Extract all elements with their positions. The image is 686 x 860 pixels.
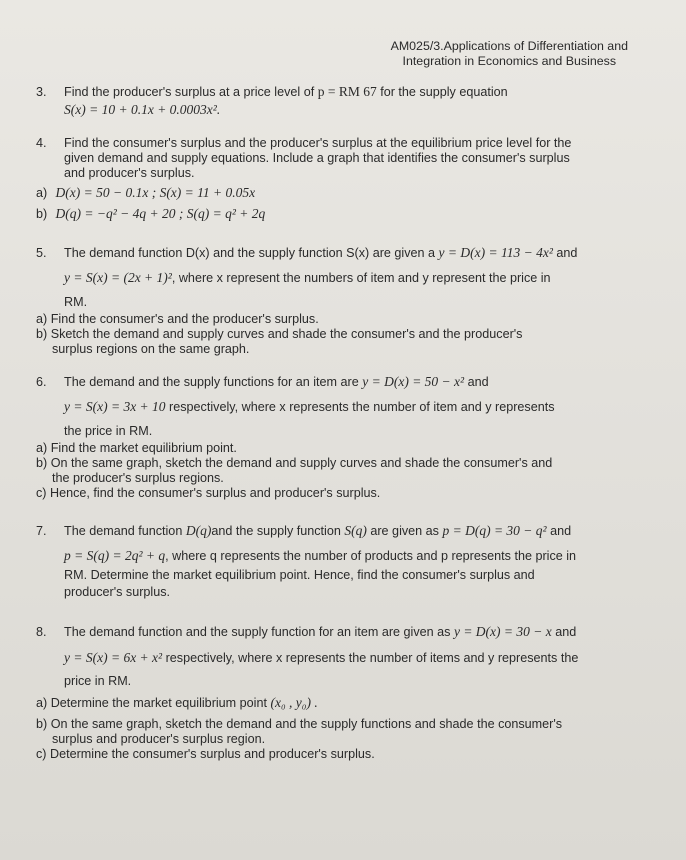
question-5-demand-equation: y = D(x) = 113 − 4x² [438, 245, 553, 260]
question-3-number: 3. [36, 85, 47, 99]
question-8-line-3: price in RM. [64, 674, 132, 688]
question-5-number: 5. [36, 246, 47, 260]
question-7-supply-function: S(q) [344, 523, 367, 538]
question-8-line-1: The demand function and the supply function for an item are given as [64, 625, 451, 639]
question-7-line-4: producer's surplus. [64, 585, 171, 599]
question-6b-line-1: b) On the same graph, sketch the demand and supply curves and shade the consumer's and [36, 456, 553, 470]
question-4b-equations: D(q) = −q² − 4q + 20 ; S(q) = q² + 2q [55, 206, 266, 221]
question-7-line-1c: are given as [370, 524, 439, 538]
header-topic-line: Integration in Economics and Business [402, 54, 617, 68]
question-5b-line-2: surplus regions on the same graph. [52, 342, 250, 356]
question-6-and: and [467, 375, 489, 389]
question-4-line-3: and producer's surplus. [64, 166, 195, 180]
question-4-line-2: given demand and supply equations. Include a graph that identifies the consumer's surplus [64, 151, 570, 165]
question-4a-label: a) [36, 186, 48, 200]
question-5a: a) Find the consumer's and the producer's surplus. [36, 312, 319, 326]
question-3-text-end: for the supply equation [380, 85, 508, 99]
question-7-line-1a: The demand function [64, 524, 183, 538]
question-5-line-1: The demand function D(x) and the supply function S(x) are given a [64, 246, 436, 260]
question-5b-line-1: b) Sketch the demand and supply curves and shade the consumer's and the producer's [36, 327, 523, 341]
question-7-demand-function: D(q) [185, 523, 212, 538]
question-8-and: and [555, 625, 577, 639]
question-4-line-1: Find the consumer's surplus and the producer's surplus at the equilibrium price level for the [64, 136, 572, 150]
question-7-line-2: , where q represents the number of products and p represents the price in [165, 549, 577, 563]
question-6 [36, 374, 636, 501]
question-4b-label: b) [36, 207, 48, 221]
question-8-line-2: respectively, where x represents the number of items and y represents the [165, 651, 579, 665]
question-5-line-3: RM. [64, 295, 88, 309]
question-8-supply-equation: y = S(x) = 6x + x² [64, 650, 163, 665]
question-7-number: 7. [36, 524, 47, 538]
question-8c: c) Determine the consumer's surplus and producer's surplus. [36, 747, 375, 761]
question-5-and: and [556, 246, 578, 260]
question-8a-point: (x₀ , y₀) . [270, 695, 318, 710]
question-5 [36, 245, 636, 357]
question-7-line-3: RM. Determine the market equilibrium point. Hence, find the consumer's surplus and [64, 568, 535, 582]
question-3-price: p = RM 67 [317, 84, 377, 99]
header-course-line: AM025/3.Applications of Differentiation and [390, 39, 628, 53]
question-6b-line-2: the producer's surplus regions. [52, 471, 224, 485]
question-8-demand-equation: y = D(x) = 30 − x [453, 624, 552, 639]
question-4a-equations: D(x) = 50 − 0.1x ; S(x) = 11 + 0.05x [55, 185, 256, 200]
question-6-number: 6. [36, 375, 47, 389]
question-7-line-1b: and the supply function [211, 524, 341, 538]
question-5-line-2: , where x represent the numbers of item and y represent the price in [171, 271, 551, 285]
question-6-demand-equation: y = D(x) = 50 − x² [362, 374, 465, 389]
question-6a: a) Find the market equilibrium point. [36, 441, 237, 455]
question-3-supply-equation: S(x) = 10 + 0.1x + 0.0003x². [64, 102, 221, 117]
question-8b-line-2: surplus and producer's surplus region. [52, 732, 266, 746]
question-8-number: 8. [36, 625, 47, 639]
question-5-supply-equation: y = S(x) = (2x + 1)² [64, 270, 172, 285]
question-7-supply-equation: p = S(q) = 2q² + q [64, 548, 166, 563]
question-6c: c) Hence, find the consumer's surplus and producer's surplus. [36, 486, 381, 500]
question-6-supply-equation: y = S(x) = 3x + 10 [64, 399, 166, 414]
question-8a-text: a) Determine the market equilibrium point [36, 696, 267, 710]
question-6-line-1: The demand and the supply functions for an item are [64, 375, 359, 389]
question-3 [36, 84, 636, 118]
question-7-and: and [550, 524, 572, 538]
question-7 [36, 523, 636, 600]
question-7-demand-equation: p = D(q) = 30 − q² [442, 523, 547, 538]
question-8b-line-1: b) On the same graph, sketch the demand and the supply functions and shade the consumer's [36, 717, 563, 731]
document-header [391, 39, 628, 69]
question-4 [36, 136, 636, 222]
question-8 [36, 624, 636, 762]
question-3-text: Find the producer's surplus at a price level of [64, 85, 315, 99]
question-4-number: 4. [36, 136, 47, 150]
question-6-line-2: respectively, where x represents the number of item and y represents [169, 400, 555, 414]
question-6-line-3: the price in RM. [64, 424, 153, 438]
